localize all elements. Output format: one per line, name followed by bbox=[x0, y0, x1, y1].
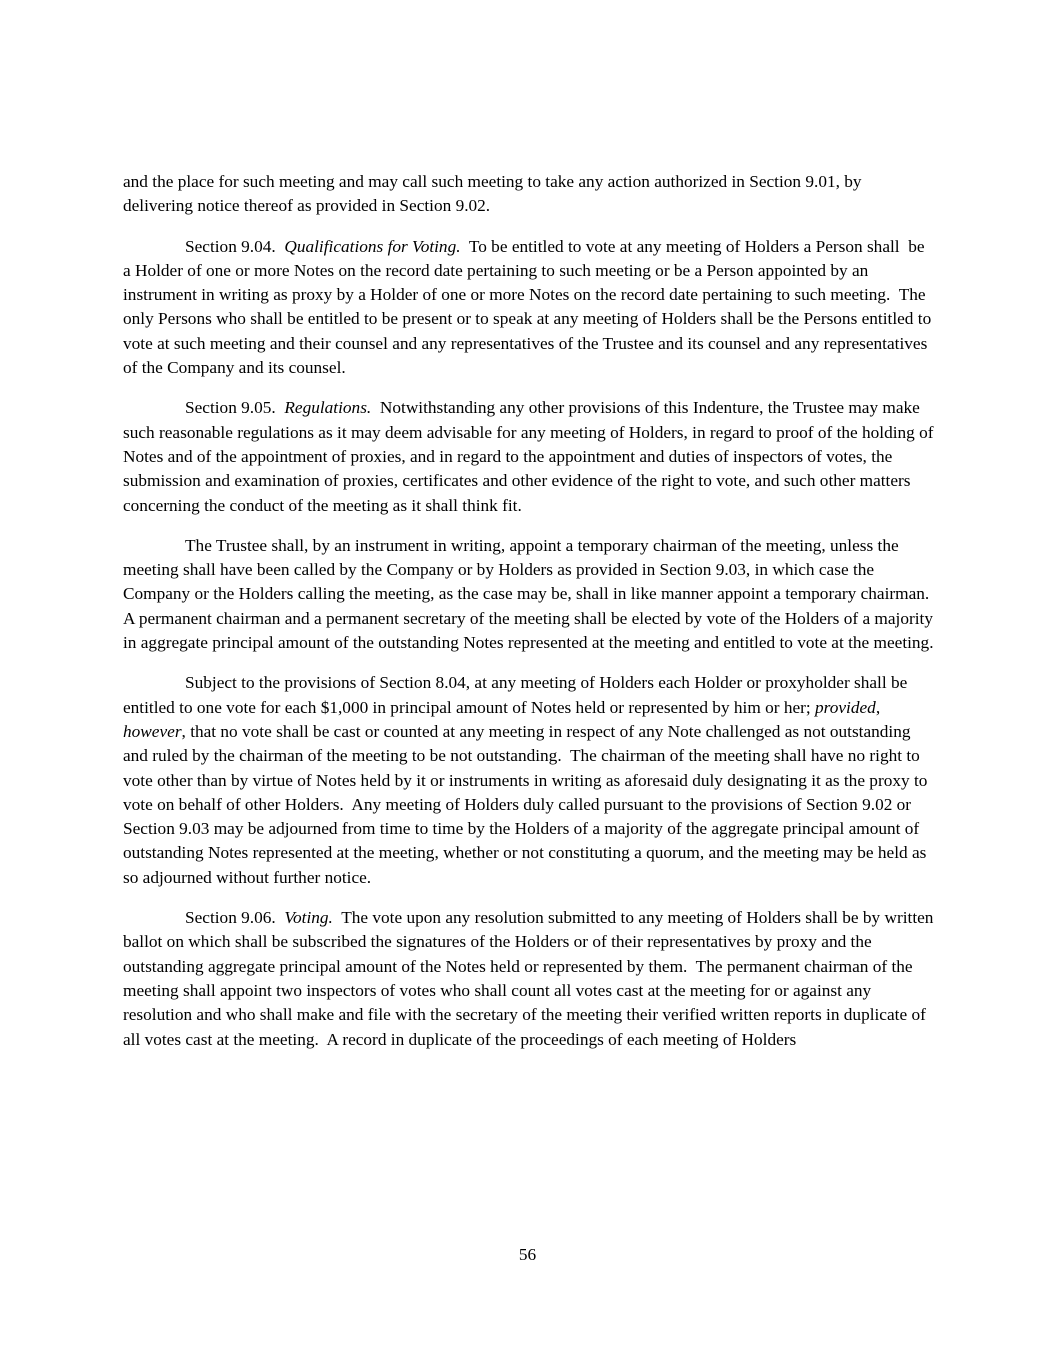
text-run-italic-heading: Regulations. bbox=[284, 398, 372, 418]
page-footer bbox=[0, 1243, 1055, 1267]
text-run-italic: provided bbox=[815, 697, 876, 717]
page-number: 56 bbox=[518, 1245, 537, 1264]
text-run: To be entitled to vote at any meeting of Holders a Person shall be a Holder of one or more Notes on the record date pertaining to such meeting or be a Person appointed by an instrument in writing as proxy by a Holder of one or more Notes on the record date pertaining to such meeting. The only Persons who shall be entitled to be present or to speak at any meeting of Holders shall be the Persons entitled to vote at such meeting and their counsel and any representatives of the Trustee and its counsel and any representatives of the Company and its counsel. bbox=[123, 236, 936, 378]
text-run: Notwithstanding any other provisions of this Indenture, the Trustee may make such reasonable regulations as it may deem advisable for any meeting of Holders, in regard to proof of the holding of Notes and of the appointment of proxies, and in regard to the appointment and duties of inspectors of votes, the submission and examination of proxies, certificates and other evidence of the right to vote, and such other matters concerning the conduct of the meeting as it shall think fit. bbox=[123, 398, 938, 515]
paragraph-continuation bbox=[123, 170, 935, 219]
paragraph-section-9-06 bbox=[123, 906, 938, 1052]
text-run-italic-heading: Voting. bbox=[284, 908, 333, 928]
paragraph-voting-rights bbox=[123, 671, 935, 890]
text-run: Section 9.05. bbox=[185, 398, 285, 418]
text-run: and the place for such meeting and may call such meeting to take any action authorized in Section 9.01, by delivering notice thereof as provided in Section 9.02. bbox=[123, 172, 866, 216]
paragraph-section-9-05 bbox=[123, 396, 938, 517]
text-run: The vote upon any resolution submitted to any meeting of Holders shall be by written ballot on which shall be subscribed the signatures of the Holders or of their representatives by proxy and the outstanding aggregate principal amount of the Notes held or represented by them. The permanent chairman of the meeting shall appoint two inspectors of votes who shall count all votes cast at the meeting for or against any resolution and who shall make and file with the secretary of the meeting their verified written reports in duplicate of all votes cast at the meeting. A record in duplicate of the proceedings of each meeting of Holders bbox=[123, 908, 938, 1049]
document-body bbox=[123, 170, 938, 1068]
paragraph-trustee-chairman bbox=[123, 534, 938, 655]
text-run: Section 9.06. bbox=[185, 908, 285, 928]
text-run: Subject to the provisions of Section 8.04, at any meeting of Holders each Holder or proxyholder shall be entitled to one vote for each $1,000 in principal amount of Notes held or represented by him or her; bbox=[123, 673, 912, 717]
text-run: Section 9.04. bbox=[185, 236, 285, 256]
text-run: The Trustee shall, by an instrument in writing, appoint a temporary chairman of the meeting, unless the meeting shall have been called by the Company or by Holders as provided in Section 9.03, in which case the Company or the Holders calling the meeting, as the case may be, shall in like manner appoint a temporary chairman. A permanent chairman and a permanent secretary of the meeting shall be elected by vote of the Holders of a majority in aggregate principal amount of the outstanding Notes represented at the meeting and entitled to vote at the meeting. bbox=[123, 535, 938, 653]
text-run: , that no vote shall be cast or counted at any meeting in respect of any Note challenged as not outstanding and ruled by the chairman of the meeting to be not outstanding. The chairman of the meeting shall have no right to vote other than by virtue of Notes held by it or instruments in writing as aforesaid duly designating it as the proxy to vote on behalf of other Holders. Any meeting of Holders duly called pursuant to the provisions of Section 9.02 or Section 9.03 may be adjourned from time to time by the Holders of a majority of the aggregate principal amount of outstanding Notes represented at the meeting, whether or not constituting a quorum, and the meeting may be held as so adjourned without further notice. bbox=[123, 721, 932, 887]
paragraph-section-9-04 bbox=[123, 235, 935, 381]
text-run-italic: however bbox=[123, 721, 182, 741]
text-run-italic-heading: Qualifications for Voting. bbox=[284, 236, 461, 256]
text-run: , bbox=[875, 697, 885, 717]
